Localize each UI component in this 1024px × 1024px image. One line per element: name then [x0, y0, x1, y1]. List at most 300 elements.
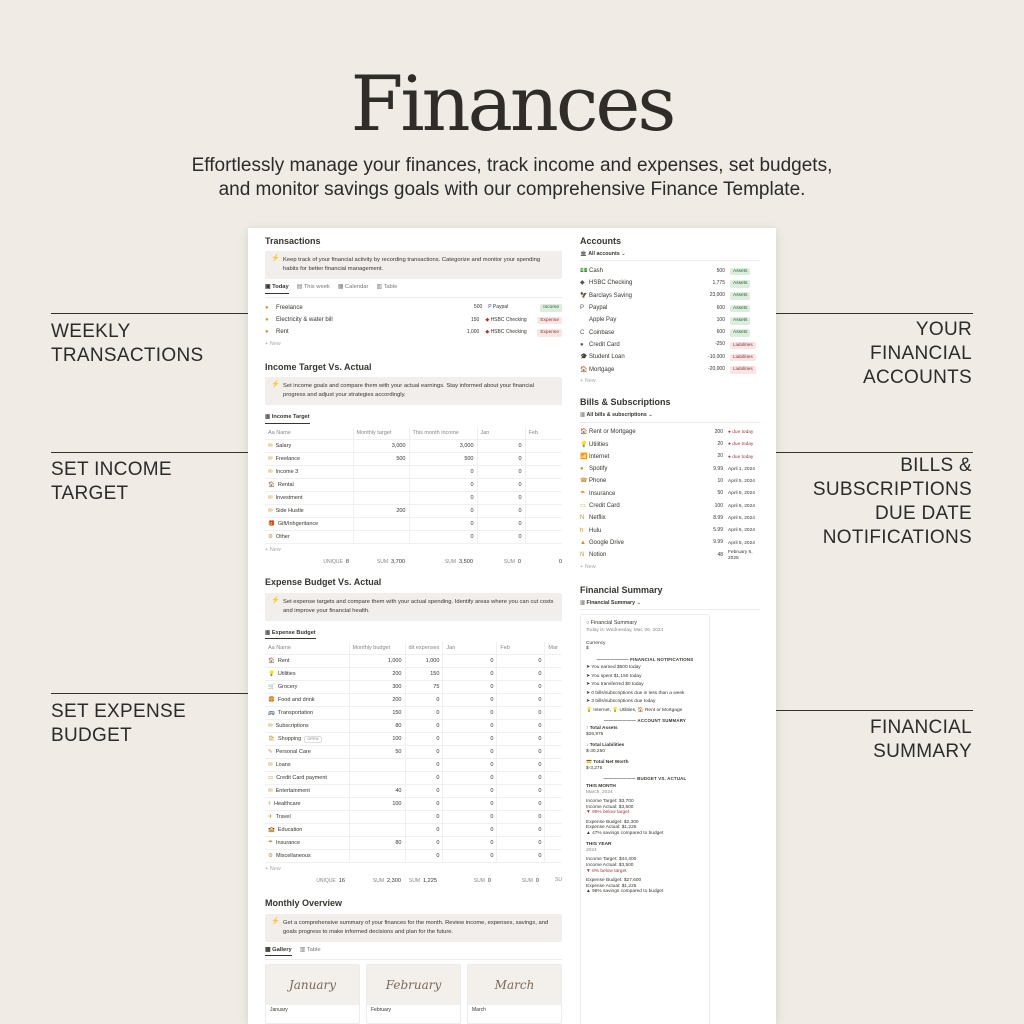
label-weekly-transactions: WEEKLY TRANSACTIONS: [51, 321, 204, 366]
bill-name: Rent or Mortgage: [589, 429, 636, 436]
accounts-new-button[interactable]: + New: [580, 378, 596, 385]
bill-amount: 9.99: [713, 465, 723, 472]
actual-cell: 0: [409, 479, 477, 492]
expense-name-cell: ✉ Loans: [265, 759, 349, 772]
table-row[interactable]: [265, 681, 562, 694]
jan-cell: 0: [443, 707, 497, 720]
open-button[interactable]: OPEN: [304, 736, 321, 743]
accounts-view-select[interactable]: 🏛 All accounts ⌄: [580, 251, 760, 261]
account-row[interactable]: [580, 339, 760, 351]
budget-cell: 80: [349, 720, 405, 733]
expense-name-cell: ⚙ Miscellaneous: [265, 850, 349, 863]
bill-icon: 📶: [580, 453, 588, 460]
tab-gallery[interactable]: ▦ Gallery: [265, 947, 292, 957]
jan-cell: 0: [477, 440, 525, 453]
income-name-cell: ⚙ Other: [265, 531, 353, 544]
category-icon: 🏫: [268, 827, 275, 834]
table-row[interactable]: [265, 492, 562, 505]
coin-icon: ●: [265, 329, 269, 336]
account-type-badge: Liabilities: [730, 342, 756, 350]
account-type-badge: Assets: [730, 268, 750, 276]
mar-cell: [545, 733, 562, 746]
table-row[interactable]: [265, 466, 562, 479]
bills-new-button[interactable]: + New: [580, 564, 596, 571]
transaction-row[interactable]: [265, 327, 562, 339]
transactions-new-button[interactable]: + New: [265, 341, 281, 348]
mar-cell: [545, 746, 562, 759]
feb-cell: 0: [497, 720, 545, 733]
table-row[interactable]: [265, 785, 562, 798]
target-cell: [353, 531, 409, 544]
budget-cell: [349, 772, 405, 785]
table-row[interactable]: [265, 759, 562, 772]
expense-name-cell: ☂ Insurance: [265, 837, 349, 850]
transactions-list: [265, 302, 562, 339]
expense-name-cell: 💡 Utilities: [265, 668, 349, 681]
actual-cell: 0: [405, 707, 443, 720]
jan-cell: 0: [443, 759, 497, 772]
bill-name: Internet: [589, 453, 610, 460]
feb-cell: [525, 505, 562, 518]
category-icon: ✉: [268, 443, 273, 449]
notion-page-preview: [248, 228, 776, 1024]
account-balance: -10,000: [708, 353, 725, 360]
account-type-badge: Liabilities: [730, 354, 756, 362]
col-monthly-target: Monthly target: [353, 427, 409, 440]
due-today-badge: ● due today: [728, 442, 754, 448]
jan-cell: 0: [477, 518, 525, 531]
category-icon: ✉: [268, 788, 273, 795]
actual-cell: 0: [409, 492, 477, 505]
income-name-cell: ✉ Salary: [265, 440, 353, 453]
account-icon: ◆: [485, 328, 491, 335]
bill-row[interactable]: [580, 476, 760, 488]
table-row[interactable]: [265, 772, 562, 785]
actual-cell: 0: [409, 531, 477, 544]
category-icon: 🏠: [268, 658, 275, 665]
account-row[interactable]: [580, 327, 760, 339]
category-icon: ✎: [268, 749, 273, 756]
expense-name-cell: ✉ Entertainment: [265, 785, 349, 798]
actual-cell: 0: [405, 772, 443, 785]
jan-cell: 0: [443, 772, 497, 785]
category-icon: ✉: [268, 762, 273, 769]
feb-cell: [525, 492, 562, 505]
tab-today[interactable]: ▣ Today: [265, 284, 289, 294]
income-name-cell: 🏠 Rental: [265, 479, 353, 492]
page-subtitle: Effortlessly manage your finances, track income and expenses, set budgets, and monitor savings goals with our comprehensive Finance Template.: [191, 155, 833, 200]
bill-row[interactable]: [580, 427, 760, 439]
bill-row[interactable]: [580, 525, 760, 537]
mar-cell: [545, 720, 562, 733]
notification-line: ➤ You spent $1,150 today: [586, 673, 642, 679]
bill-amount: 5.99: [713, 527, 723, 534]
summary-view-select[interactable]: ▥ Financial Summary ⌄: [580, 600, 760, 610]
transaction-type-badge: Expense: [537, 317, 562, 325]
lightning-icon: ⚡: [271, 381, 280, 389]
feb-cell: 0: [497, 655, 545, 668]
label-financial-accounts: YOUR FINANCIAL ACCOUNTS: [862, 319, 972, 388]
actual-cell: 0: [409, 518, 477, 531]
bill-row[interactable]: [580, 513, 760, 525]
category-icon: 🛍: [268, 736, 275, 743]
table-row[interactable]: [265, 798, 562, 811]
budget-cell: [349, 811, 405, 824]
bill-row[interactable]: [580, 488, 760, 500]
income-view-tab[interactable]: ▥ Income Target: [265, 414, 310, 423]
account-icon: 💵: [580, 268, 588, 275]
bill-amount: 8.99: [713, 514, 723, 521]
bill-row[interactable]: [580, 549, 760, 561]
col-actual-expenses: dit expenses: [405, 642, 443, 655]
label-financial-summary: FINANCIAL SUMMARY: [870, 717, 972, 762]
actual-cell: 0: [405, 798, 443, 811]
account-name: Paypal: [589, 305, 608, 312]
card-cover: February: [367, 965, 460, 1005]
jan-cell: 0: [443, 837, 497, 850]
feb-cell: 0: [497, 850, 545, 863]
expense-name-cell: 🏠 Rent: [265, 655, 349, 668]
label-bills-notifications: BILLS & SUBSCRIPTIONS DUE DATE NOTIFICATIONS: [812, 455, 972, 548]
income-callout: ⚡ Set income goals and compare them with your actual earnings. Stay informed about your financial progress and adjust your strategies accordingly.: [265, 377, 562, 405]
category-icon: ✉: [268, 723, 273, 730]
table-row[interactable]: [265, 440, 562, 453]
category-icon: 🚌: [268, 710, 275, 717]
feb-cell: 0: [497, 746, 545, 759]
bill-name: Google Drive: [589, 539, 625, 546]
feb-cell: 0: [497, 811, 545, 824]
table-row[interactable]: [265, 531, 562, 544]
jan-cell: 0: [443, 811, 497, 824]
account-type-badge: Assets: [730, 280, 750, 288]
bill-icon: ▲: [580, 539, 586, 546]
notification-line: 💡 Internet, 💡 Utilities, 🏠 Rent or Mortgage: [586, 707, 683, 713]
bill-due-date: April 5, 2024: [728, 503, 755, 509]
feb-cell: 0: [497, 759, 545, 772]
transaction-row[interactable]: [265, 302, 562, 314]
actual-cell: 0: [405, 850, 443, 863]
account-type-badge: Assets: [730, 305, 750, 313]
expense-name-cell: 🏫 Education: [265, 824, 349, 837]
feb-cell: [525, 440, 562, 453]
notification-line: ➤ 3 bills/subscriptions due today: [586, 699, 656, 705]
budget-cell: 100: [349, 733, 405, 746]
bill-due-date: April 5, 2024: [728, 540, 755, 546]
due-today-badge: ● due today: [728, 454, 754, 460]
bill-amount: 10: [717, 477, 723, 484]
jan-cell: 0: [477, 453, 525, 466]
account-type-badge: Assets: [730, 317, 750, 325]
financial-summary-card[interactable]: ○ Financial Summary Today is: Wednesday, Mar, 06, 2024 Currency $ ——————— FINANCIAL NOTIFICATIONS ➤ You earned $500 today ➤ You spent $1,150 today ➤ You transferred $0 today ➤ 0 bills/subscriptions due in less than a week ➤ 3 bills/subscriptions due today 💡 Internet, 💡 Utilities, 🏠 Rent or Mortgage ——————— ACCOUNT SUMMARY ↑ Total Assets $26,975 ↓ Total Liabilities $-30,250 💳 Total Net Worth $-3,275 ——————— BUDGET VS. ACTUAL THIS MONTH March, 2024 Income Target: $3,700 Income Actual: $3,500 ▼ 95% below target Expense Budget: $2,300 Expense Actual: $1,225 ▲ 47% savings compared to budget THIS YEAR 2024 Income Target: $44,400 Income Actual: $3,500 ▼ 8% below target Expense Budget: $27,600 Expense Actual: $1,225 ▲ 96% savings compared to budget: [580, 614, 710, 1024]
account-row[interactable]: [580, 290, 760, 302]
table-row[interactable]: [265, 850, 562, 863]
income-heading: Income Target Vs. Actual: [265, 361, 372, 372]
feb-cell: 0: [497, 798, 545, 811]
table-row[interactable]: [265, 655, 562, 668]
lightning-icon: ⚡: [271, 917, 280, 925]
mar-cell: [545, 707, 562, 720]
expense-name-cell: 🛒 Grocery: [265, 681, 349, 694]
target-cell: 200: [353, 505, 409, 518]
category-icon: 🍔: [268, 697, 275, 704]
col-mar: Mar: [545, 642, 562, 655]
left-column: [265, 236, 562, 1024]
bill-amount: 48: [717, 551, 723, 558]
budget-cell: 1,000: [349, 655, 405, 668]
budget-cell: 50: [349, 746, 405, 759]
table-row[interactable]: [265, 720, 562, 733]
account-icon: 🎓: [580, 354, 588, 361]
account-name: Cash: [589, 268, 604, 275]
account-name: HSBC Checking: [589, 280, 633, 287]
bill-icon: ▭: [580, 503, 586, 509]
budget-cell: [349, 824, 405, 837]
mar-cell: [545, 655, 562, 668]
account-name: Barclays Saving: [589, 292, 633, 299]
jan-cell: 0: [443, 785, 497, 798]
budget-cell: 40: [349, 785, 405, 798]
mar-cell: [545, 668, 562, 681]
expense-callout: ⚡ Set expense targets and compare them with your actual spending. Identify areas where you can cut costs and improve your financial health.: [265, 593, 562, 621]
feb-cell: 0: [497, 785, 545, 798]
jan-cell: 0: [477, 479, 525, 492]
transaction-row[interactable]: [265, 314, 562, 326]
bill-amount: 9.99: [713, 539, 723, 546]
jan-cell: 0: [443, 681, 497, 694]
feb-cell: 0: [497, 668, 545, 681]
table-row[interactable]: [265, 518, 562, 531]
card-cover: January: [266, 965, 359, 1005]
actual-cell: 0: [405, 746, 443, 759]
jan-cell: 0: [443, 655, 497, 668]
bill-row[interactable]: [580, 537, 760, 549]
budget-cell: 100: [349, 798, 405, 811]
bill-icon: ☎: [580, 478, 588, 485]
col-name: Aa Name: [265, 427, 353, 440]
transaction-account: ◆ HSBC Checking: [485, 316, 527, 323]
mar-cell: [545, 798, 562, 811]
feb-cell: 0: [497, 772, 545, 785]
category-icon: ✉: [268, 495, 273, 501]
notification-line: ➤ You earned $500 today: [586, 665, 641, 671]
coin-icon: ●: [265, 317, 269, 323]
budget-cell: 200: [349, 668, 405, 681]
bill-row[interactable]: [580, 500, 760, 512]
account-row[interactable]: [580, 302, 760, 314]
bill-due-date: April 5, 2024: [728, 528, 755, 534]
transactions-callout: ⚡ Keep track of your financial activity by recording transactions. Categorize and monitor your spending habits for better financial management.: [265, 251, 562, 279]
account-row[interactable]: [580, 315, 760, 327]
category-icon: ⚕: [268, 801, 271, 808]
table-row[interactable]: [265, 746, 562, 759]
actual-cell: 0: [405, 824, 443, 837]
mar-cell: [545, 759, 562, 772]
target-cell: 3,000: [353, 440, 409, 453]
account-icon: P: [580, 305, 585, 312]
transaction-amount: 500: [473, 304, 483, 311]
actual-cell: 0: [405, 837, 443, 850]
transaction-name: Electricity & water bill: [276, 317, 333, 323]
feb-cell: [525, 531, 562, 544]
income-table: [265, 427, 562, 545]
actual-cell: 0: [405, 720, 443, 733]
account-name: Student Loan: [589, 354, 625, 361]
table-row[interactable]: [265, 707, 562, 720]
target-cell: [353, 518, 409, 531]
account-icon: ◆: [580, 280, 585, 287]
table-row[interactable]: [265, 694, 562, 707]
bill-name: Spotify: [589, 466, 608, 473]
table-row[interactable]: [265, 668, 562, 681]
feb-cell: [525, 466, 562, 479]
account-row[interactable]: [580, 364, 760, 376]
table-row[interactable]: [265, 824, 562, 837]
feb-cell: 0: [497, 707, 545, 720]
account-icon: 🦅: [580, 292, 588, 299]
category-icon: 🏠: [268, 482, 275, 488]
account-row[interactable]: [580, 352, 760, 364]
lightning-icon: ⚡: [271, 255, 280, 263]
bill-row[interactable]: [580, 451, 760, 463]
notification-line: ➤ 0 bills/subscriptions due in less than a week: [586, 690, 685, 696]
expense-view-tab[interactable]: ▥ Expense Budget: [265, 630, 316, 639]
account-name: Apple Pay: [589, 317, 617, 324]
expense-name-cell: ▭ Credit Card payment: [265, 772, 349, 785]
account-balance: -20,000: [708, 366, 725, 373]
col-monthly-budget: Monthly budget: [349, 642, 405, 655]
tab-this-week[interactable]: ▤ This week: [296, 284, 330, 291]
account-balance: 600: [716, 329, 725, 336]
account-balance: 23,000: [709, 292, 725, 299]
col-feb: Feb: [525, 427, 562, 440]
expense-name-cell: ✈ Travel: [265, 811, 349, 824]
account-name: Credit Card: [589, 341, 620, 348]
account-icon: C: [580, 329, 585, 336]
expense-name-cell: 🍔 Food and drink: [265, 694, 349, 707]
lightning-icon: ⚡: [271, 596, 280, 604]
account-type-badge: Assets: [730, 329, 750, 337]
budget-cell: 150: [349, 707, 405, 720]
jan-cell: 0: [443, 694, 497, 707]
bill-name: Phone: [589, 478, 607, 485]
gallery-card-january[interactable]: January January: [265, 964, 360, 1024]
bill-row[interactable]: [580, 463, 760, 475]
transaction-account: ◆ HSBC Checking: [485, 328, 527, 335]
actual-cell: 0: [405, 694, 443, 707]
feb-cell: [525, 453, 562, 466]
account-icon: 🏠: [580, 366, 588, 373]
bill-amount: 20: [717, 453, 723, 460]
accounts-list: [580, 265, 760, 376]
category-icon: ⚙: [268, 534, 273, 540]
notification-line: ➤ You transferred $0 today: [586, 682, 644, 688]
tab-table[interactable]: ▥ Table: [299, 946, 321, 953]
category-icon: 💡: [268, 671, 275, 678]
summary-heading: Financial Summary: [580, 584, 663, 595]
expense-name-cell: ⚕ Healthcare: [265, 798, 349, 811]
bills-view-select[interactable]: ▥ All bills & subscriptions ⌄: [580, 412, 760, 422]
monthly-callout: ⚡ Get a comprehensive summary of your finances for the month. Review income, expenses, savings, and goals progress to make informed decisions and plan for the future.: [265, 914, 562, 942]
monthly-heading: Monthly Overview: [265, 898, 343, 909]
actual-cell: 3,000: [409, 440, 477, 453]
mar-cell: [545, 772, 562, 785]
tab-table[interactable]: ▥ Table: [376, 284, 398, 291]
bill-icon: ●: [580, 466, 584, 473]
table-row[interactable]: [265, 479, 562, 492]
monthly-tabs: [265, 947, 562, 961]
income-new-button[interactable]: + New: [265, 546, 281, 553]
account-balance: -250: [714, 341, 725, 348]
bill-name: Credit Card: [589, 503, 620, 509]
bill-name: Utilities: [589, 441, 609, 448]
gallery-card-february[interactable]: February February: [366, 964, 461, 1024]
col-feb: Feb: [497, 642, 545, 655]
transaction-name: Freelance: [276, 304, 303, 311]
target-cell: [353, 479, 409, 492]
bill-row[interactable]: [580, 439, 760, 451]
bill-icon: 💡: [580, 441, 588, 448]
bills-list: [580, 427, 760, 562]
mar-cell: [545, 694, 562, 707]
account-name: Coinbase: [589, 329, 615, 336]
bill-due-date: April 5, 2024: [728, 479, 755, 485]
mar-cell: [545, 837, 562, 850]
feb-cell: [525, 518, 562, 531]
table-row[interactable]: [265, 505, 562, 518]
transactions-tabs: [265, 284, 562, 298]
bill-name: Hulu: [589, 527, 602, 534]
jan-cell: 0: [477, 492, 525, 505]
account-icon: ◆: [485, 316, 491, 323]
income-name-cell: ✉ Investment: [265, 492, 353, 505]
transactions-heading: Transactions: [265, 236, 321, 246]
transaction-amount: 150: [470, 316, 480, 323]
actual-cell: 1,000: [405, 655, 443, 668]
jan-cell: 0: [443, 720, 497, 733]
monthly-gallery: [265, 964, 562, 1024]
transaction-type-badge: Income: [540, 304, 562, 312]
expense-heading: Expense Budget Vs. Actual: [265, 577, 382, 588]
card-cover: March: [468, 965, 561, 1005]
table-row[interactable]: [265, 453, 562, 466]
actual-cell: 150: [405, 668, 443, 681]
feb-cell: 0: [497, 824, 545, 837]
coin-icon: ●: [265, 304, 269, 311]
tab-calendar[interactable]: ▦ Calendar: [337, 284, 369, 291]
table-row[interactable]: [265, 733, 562, 746]
bill-name: Notion: [589, 552, 607, 559]
bill-name: Netflix: [589, 515, 606, 522]
col-this-month-income: This month income: [409, 427, 477, 440]
bill-icon: N: [580, 515, 585, 522]
table-row[interactable]: [265, 837, 562, 850]
bill-icon: 🏠: [580, 429, 588, 436]
mar-cell: [545, 824, 562, 837]
bill-amount: 200: [714, 428, 723, 435]
bill-icon: h: [580, 527, 584, 534]
table-row[interactable]: [265, 811, 562, 824]
account-row[interactable]: [580, 265, 760, 277]
bill-due-date: February 6, 2025: [728, 550, 753, 561]
bill-icon: N: [580, 552, 585, 559]
feb-cell: 0: [497, 733, 545, 746]
category-icon: ✉: [268, 456, 273, 462]
actual-cell: 0: [405, 785, 443, 798]
expense-new-button[interactable]: + New: [265, 865, 281, 872]
gallery-card-march[interactable]: March March: [467, 964, 562, 1024]
account-row[interactable]: [580, 278, 760, 290]
transaction-account: P Paypal: [488, 304, 509, 311]
